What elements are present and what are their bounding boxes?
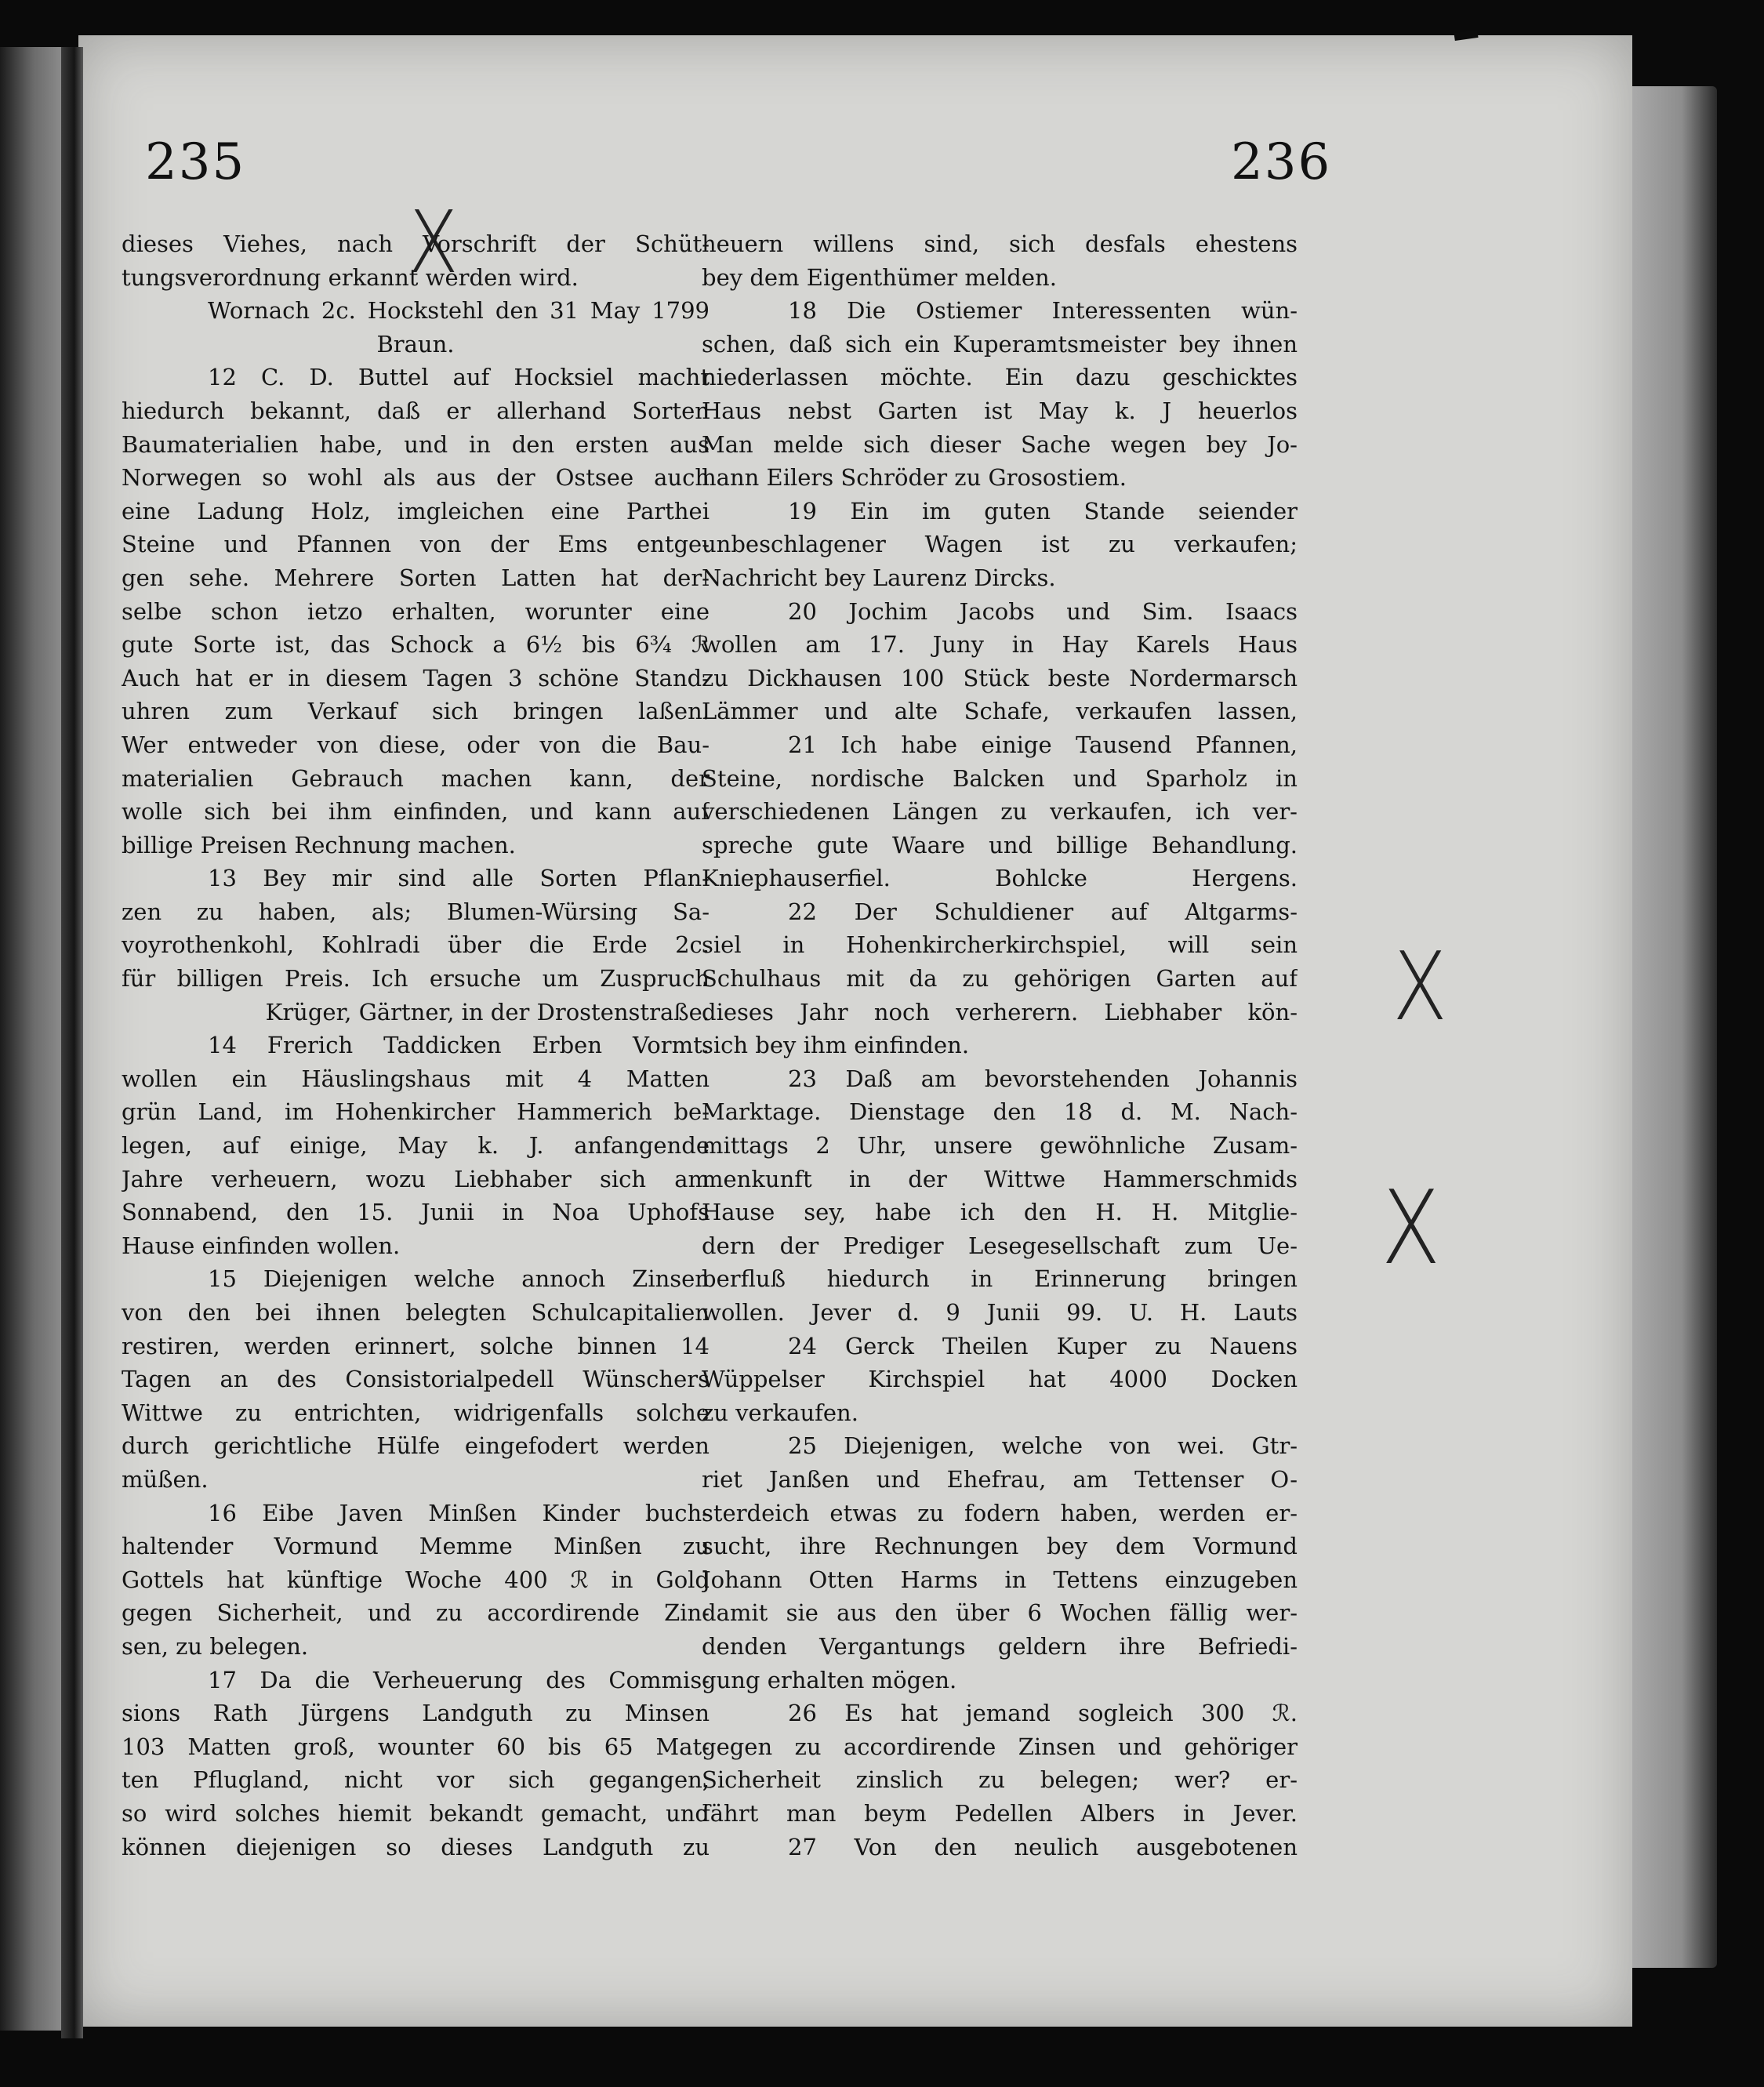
text-line: ten Pflugland, nicht vor sich gegangen, xyxy=(122,1766,710,1794)
text-line: 14 Frerich Taddicken Erben Vormt. xyxy=(208,1032,710,1059)
text-line: Wittwe zu entrichten, widrigenfalls solche xyxy=(122,1399,710,1426)
text-line: Gottels hat künftige Woche 400 ℛ in Gold xyxy=(122,1566,710,1593)
text-line: mittags 2 Uhr, unsere gewöhnliche Zusam- xyxy=(702,1132,1298,1160)
text-line: niederlassen möchte. Ein dazu geschicktes xyxy=(702,364,1298,391)
text-line: uhren zum Verkauf sich bringen laßen. xyxy=(122,698,710,725)
text-line: dieses Jahr noch verherern. Liebhaber kön- xyxy=(702,998,1298,1025)
text-line: 25 Diejenigen, welche von wei. Gtr- xyxy=(788,1432,1298,1460)
text-line: 16 Eibe Javen Minßen Kinder buch- xyxy=(208,1499,710,1526)
margin-mark: X xyxy=(408,192,459,292)
text-line: Wornach 2c. Hockstehl den 31 May 1799 xyxy=(208,297,710,325)
text-line: Johann Otten Harms in Tettens einzugeben xyxy=(702,1566,1298,1593)
text-line: spreche gute Waare und billige Behandlung. xyxy=(702,831,1298,858)
text-line: 21 Ich habe einige Tausend Pfannen, xyxy=(788,731,1298,758)
text-line: sucht, ihre Rechnungen bey dem Vormund xyxy=(702,1533,1298,1560)
text-line: müßen. xyxy=(122,1465,209,1493)
text-line: 26 Es hat jemand sogleich 300 ℛ. xyxy=(788,1700,1298,1727)
text-line: Lämmer und alte Schafe, verkaufen lassen, xyxy=(702,698,1298,725)
text-line: Braun. xyxy=(376,330,455,358)
text-line: sterdeich etwas zu fodern haben, werden er- xyxy=(702,1499,1298,1526)
text-line: eine Ladung Holz, imgleichen eine Parthei xyxy=(122,497,710,524)
text-line: gegen zu accordirende Zinsen und gehöriger xyxy=(702,1733,1298,1760)
text-line: 17 Da die Verheuerung des Commis- xyxy=(208,1666,710,1693)
text-line: selbe schon ietzo erhalten, worunter eine xyxy=(122,597,710,625)
text-line: billige Preisen Rechnung machen. xyxy=(122,831,516,858)
text-line: 18 Die Ostiemer Interessenten wün- xyxy=(788,297,1298,325)
text-line: 27 Von den neulich ausgebotenen xyxy=(788,1833,1298,1860)
text-line: durch gerichtliche Hülfe eingefodert werden xyxy=(122,1432,710,1460)
text-line: Tagen an des Consistorialpedell Wünschers xyxy=(122,1366,710,1393)
text-line: Jahre verheuern, wozu Liebhaber sich am xyxy=(122,1165,710,1192)
text-line: Auch hat er in diesem Tagen 3 schöne Stand- xyxy=(122,664,710,691)
text-line: Sicherheit zinslich zu belegen; wer? er- xyxy=(702,1766,1298,1794)
text-line: Steine, nordische Balcken und Sparholz in xyxy=(702,764,1298,792)
text-line: zen zu haben, als; Blumen-Würsing Sa- xyxy=(122,898,710,925)
text-line: heuern willens sind, sich desfals ehestens xyxy=(702,230,1298,257)
text-line: Schulhaus mit da zu gehörigen Garten auf xyxy=(702,965,1298,993)
text-line: 19 Ein im guten Stande seiender xyxy=(788,497,1298,524)
text-line: damit sie aus den über 6 Wochen fällig wer- xyxy=(702,1599,1298,1627)
text-line: haltender Vormund Memme Minßen zu xyxy=(122,1533,710,1560)
text-line: Wer entweder von diese, oder von die Bau- xyxy=(122,731,710,758)
text-line: voyrothenkohl, Kohlradi über die Erde 2c. xyxy=(122,931,710,959)
text-line: gung erhalten mögen. xyxy=(702,1666,957,1693)
text-line: Nachricht bey Laurenz Dircks. xyxy=(702,564,1056,591)
text-line: Sonnabend, den 15. Junii in Noa Uphofs xyxy=(122,1199,710,1226)
text-line: dieses Viehes, nach Vorschrift der Schüt- xyxy=(122,230,710,257)
text-line: können diejenigen so dieses Landguth zu xyxy=(122,1833,710,1860)
text-line: dern der Prediger Lesegesellschaft zum Ue- xyxy=(702,1232,1298,1259)
book-gutter xyxy=(61,47,83,2038)
text-line: 15 Diejenigen welche annoch Zinsen xyxy=(208,1265,710,1293)
text-line: verschiedenen Längen zu verkaufen, ich ver- xyxy=(702,798,1298,826)
text-line: 24 Gerck Theilen Kuper zu Nauens xyxy=(788,1332,1298,1359)
text-line: gegen Sicherheit, und zu accordirende Zin- xyxy=(122,1599,710,1627)
text-column-left xyxy=(122,227,710,1864)
text-line: hiedurch bekannt, daß er allerhand Sorten xyxy=(122,397,710,424)
text-line: Wüppelser Kirchspiel hat 4000 Docken xyxy=(702,1366,1298,1393)
text-line: Norwegen so wohl als aus der Ostsee auch xyxy=(122,464,710,492)
text-line: berfluß hiedurch in Erinnerung bringen xyxy=(702,1265,1298,1293)
text-line: wollen. Jever d. 9 Junii 99. U. H. Lauts xyxy=(702,1299,1298,1326)
text-line: von den bei ihnen belegten Schulcapitalien xyxy=(122,1299,710,1326)
text-line: wollen am 17. Juny in Hay Karels Haus xyxy=(702,631,1298,659)
text-line: grün Land, im Hohenkircher Hammerich be- xyxy=(122,1098,710,1126)
text-line: tungsverordnung erkannt werden wird. xyxy=(122,263,579,291)
text-line: unbeschlagener Wagen ist zu verkaufen; xyxy=(702,531,1298,558)
text-line: Hause einfinden wollen. xyxy=(122,1232,401,1259)
text-line: 103 Matten groß, wounter 60 bis 65 Mat- xyxy=(122,1733,710,1760)
text-line: sich bey ihm einfinden. xyxy=(702,1032,970,1059)
text-line: sen, zu belegen. xyxy=(122,1632,309,1660)
text-line: denden Vergantungs geldern ihre Befriedi- xyxy=(702,1632,1298,1660)
text-line: wolle sich bei ihm einfinden, und kann auf xyxy=(122,798,710,826)
text-line: gen sehe. Mehrere Sorten Latten hat der- xyxy=(122,564,710,591)
text-line: zu Dickhausen 100 Stück beste Nordermarsch xyxy=(702,664,1298,691)
text-line: für billigen Preis. Ich ersuche um Zuspruch xyxy=(122,965,710,993)
page-number-left: 235 xyxy=(145,133,246,191)
text-line: Krüger, Gärtner, in der Drostenstraße. xyxy=(265,998,710,1025)
text-line: menkunft in der Wittwe Hammerschmids xyxy=(702,1165,1298,1192)
text-line: legen, auf einige, May k. J. anfangende xyxy=(122,1132,710,1160)
page-number-right: 236 xyxy=(1231,133,1332,191)
text-line: Baumaterialien habe, und in den ersten aus xyxy=(122,430,710,458)
text-line: Man melde sich dieser Sache wegen bey Jo- xyxy=(702,430,1298,458)
margin-mark: X xyxy=(1392,933,1448,1042)
text-line: gute Sorte ist, das Schock a 6½ bis 6¾ ℛ xyxy=(122,631,710,659)
text-line: 23 Daß am bevorstehenden Johannis xyxy=(788,1065,1298,1092)
text-line: 22 Der Schuldiener auf Altgarms- xyxy=(788,898,1298,925)
text-column-right xyxy=(702,227,1298,1864)
text-line: so wird solches hiemit bekandt gemacht, und xyxy=(122,1799,710,1827)
text-line: bey dem Eigenthümer melden. xyxy=(702,263,1057,291)
text-line: 20 Jochim Jacobs und Sim. Isaacs xyxy=(788,597,1298,625)
text-line: sions Rath Jürgens Landguth zu Minsen xyxy=(122,1700,710,1727)
text-line: wollen ein Häuslingshaus mit 4 Matten xyxy=(122,1065,710,1092)
text-line: 13 Bey mir sind alle Sorten Pflan- xyxy=(208,865,710,892)
margin-mark: X xyxy=(1381,1168,1441,1287)
text-line: schen, daß sich ein Kuperamtsmeister bey ihnen xyxy=(702,330,1298,358)
text-line: 12 C. D. Buttel auf Hocksiel macht xyxy=(208,364,710,391)
text-line: fährt man beym Pedellen Albers in Jever. xyxy=(702,1799,1298,1827)
text-line: materialien Gebrauch machen kann, der xyxy=(122,764,710,792)
text-line: Marktage. Dienstage den 18 d. M. Nach- xyxy=(702,1098,1298,1126)
text-line: Steine und Pfannen von der Ems entge- xyxy=(122,531,710,558)
text-line: hann Eilers Schröder zu Grosostiem. xyxy=(702,464,1127,492)
text-line: Hause sey, habe ich den H. H. Mitglie- xyxy=(702,1199,1298,1226)
text-line: riet Janßen und Ehefrau, am Tettenser O- xyxy=(702,1465,1298,1493)
text-line: siel in Hohenkircherkirchspiel, will sein xyxy=(702,931,1298,959)
text-line: Kniephauserfiel. Bohlcke Hergens. xyxy=(702,865,1298,892)
text-line: zu verkaufen. xyxy=(702,1399,858,1426)
text-line: Haus nebst Garten ist May k. J heuerlos xyxy=(702,397,1298,424)
text-line: restiren, werden erinnert, solche binnen 14 xyxy=(122,1332,710,1359)
